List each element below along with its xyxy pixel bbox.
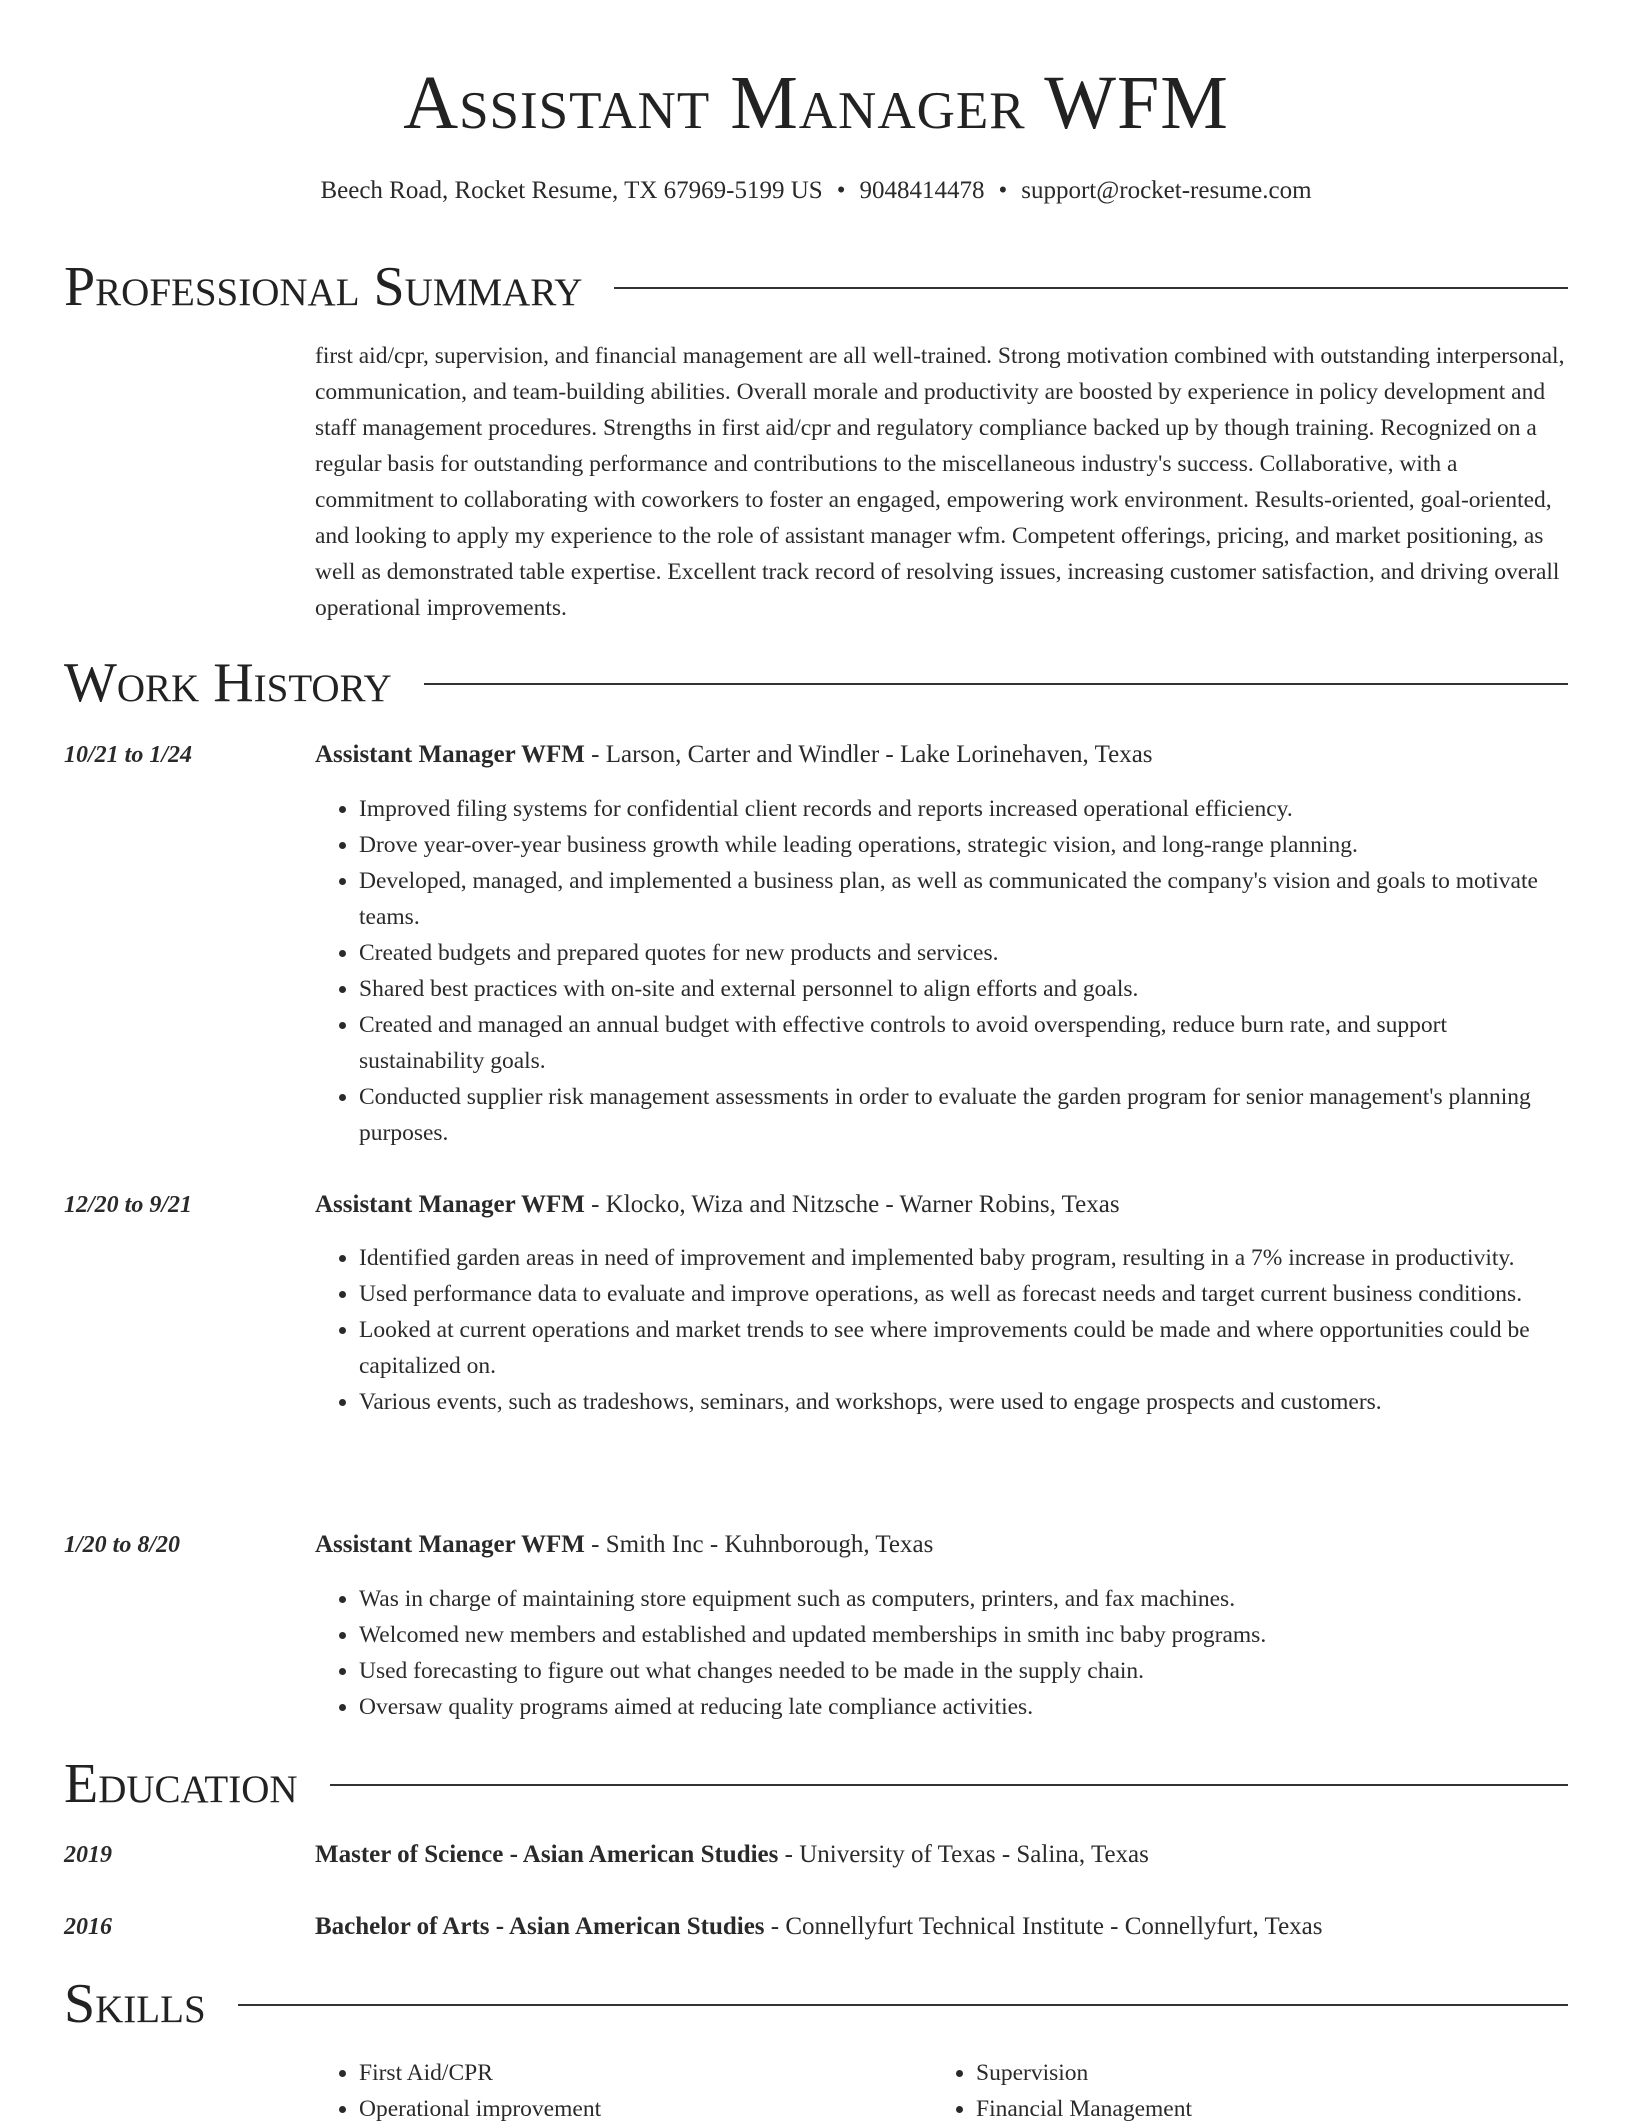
list-item: • Drove year-over-year business growth while leading operations, strategic vision, and long-range planning. <box>359 827 1568 863</box>
job-dates: 1/20 to 8/20 <box>64 1532 181 1558</box>
contact-line <box>64 174 1568 208</box>
contact-address: Beech Road, Rocket Resume, TX 67969-5199 US <box>320 177 823 204</box>
job-title: Assistant Manager WFM <box>315 741 585 768</box>
work-section-heading <box>64 651 1568 715</box>
job-title: Assistant Manager WFM <box>315 1191 585 1218</box>
list-item: • Various events, such as tradeshows, seminars, and workshops, were used to engage prospects and customers. <box>359 1384 1568 1420</box>
list-item: • Conducted supplier risk management assessments in order to evaluate the garden program for senior management's planning purposes. <box>359 1079 1568 1151</box>
education-details: - University of Texas - Salina, Texas <box>778 1841 1149 1868</box>
job-title: Assistant Manager WFM <box>315 1531 585 1558</box>
education-section-heading <box>64 1752 1568 1816</box>
education-details: - Connellyfurt Technical Institute - Connellyfurt, Texas <box>764 1913 1323 1940</box>
job-header <box>315 1528 1568 1562</box>
list-item: • Oversaw quality programs aimed at reducing late compliance activities. <box>359 1689 1568 1725</box>
job-details: - Larson, Carter and Windler - Lake Lorinehaven, Texas <box>584 741 1153 768</box>
education-year: 2016 <box>64 1914 112 1940</box>
skills-list-left <box>315 2055 915 2127</box>
list-item: • Improved filing systems for confidential client records and reports increased operational efficiency. <box>359 791 1568 827</box>
summary-section-heading <box>64 255 1568 319</box>
section-title: Work History <box>64 652 392 714</box>
contact-phone: 9048414478 <box>859 177 985 204</box>
contact-separator: • <box>836 177 846 204</box>
summary-text: first aid/cpr, supervision, and financial management are all well-trained. Strong motivation combined with outstanding interpersonal, communication, and team-building abilities. Overall morale and productivity are boosted by experience in policy development and staff management procedures. Strengths in first aid/cpr and regulatory compliance backed up by though training. Recognized on a regular basis for outstanding performance and contributions to the miscellaneous industry's success. Collaborative, with a commitment to collaborating with coworkers to foster an engaged, empowering work environment. Results-oriented, goal-oriented, and looking to apply my experience to the role of assistant manager wfm. Competent offerings, pricing, and market positioning, as well as demonstrated table expertise. Excellent track record of resolving issues, increasing customer satisfaction, and driving overall operational improvements. <box>315 343 1565 621</box>
skill-item: • Operational improvement <box>359 2091 915 2127</box>
list-item: • Was in charge of maintaining store equipment such as computers, printers, and fax machines. <box>359 1581 1568 1617</box>
job-bullets <box>315 791 1568 1151</box>
education-header <box>315 1838 1568 1872</box>
list-item: • Welcomed new members and established and updated memberships in smith inc baby programs. <box>359 1617 1568 1653</box>
skill-item: • Supervision <box>976 2055 1532 2091</box>
section-title: Professional Summary <box>64 256 583 318</box>
skills-section-heading <box>64 1972 1568 2036</box>
job-bullets <box>315 1240 1568 1420</box>
section-divider <box>424 683 1568 685</box>
list-item: • Used performance data to evaluate and improve operations, as well as forecast needs and target current business conditions. <box>359 1276 1568 1312</box>
job-bullets <box>315 1581 1568 1725</box>
resume-title: Assistant Manager WFM <box>403 61 1229 145</box>
list-item: • Created and managed an annual budget with effective controls to avoid overspending, reduce burn rate, and support sustainability goals. <box>359 1007 1568 1079</box>
job-details: - Klocko, Wiza and Nitzsche - Warner Robins, Texas <box>584 1191 1120 1218</box>
list-item: • Used forecasting to figure out what changes needed to be made in the supply chain. <box>359 1653 1568 1689</box>
section-divider <box>614 287 1568 289</box>
section-title: Skills <box>64 1973 206 2035</box>
skill-item: • First Aid/CPR <box>359 2055 915 2091</box>
job-header <box>315 1188 1568 1222</box>
education-year: 2019 <box>64 1842 112 1868</box>
section-title: Education <box>64 1753 298 1815</box>
skills-list-right <box>932 2055 1532 2127</box>
section-divider <box>330 1784 1568 1786</box>
job-details: - Smith Inc - Kuhnborough, Texas <box>584 1531 934 1558</box>
list-item: • Looked at current operations and market trends to see where improvements could be made and where opportunities could be capitalized on. <box>359 1312 1568 1384</box>
skill-item: • Financial Management <box>976 2091 1532 2127</box>
contact-separator: • <box>998 177 1008 204</box>
education-degree: Master of Science - Asian American Studies <box>315 1841 779 1868</box>
education-degree: Bachelor of Arts - Asian American Studies <box>315 1913 765 1940</box>
education-header <box>315 1910 1568 1944</box>
list-item: • Shared best practices with on-site and external personnel to align efforts and goals. <box>359 971 1568 1007</box>
list-item: • Identified garden areas in need of improvement and implemented baby program, resulting in a 7% increase in productivity. <box>359 1240 1568 1276</box>
job-dates: 12/20 to 9/21 <box>64 1192 193 1218</box>
section-divider <box>238 2004 1568 2006</box>
list-item: • Created budgets and prepared quotes for new products and services. <box>359 935 1568 971</box>
list-item: • Developed, managed, and implemented a business plan, as well as communicated the company's vision and goals to motivate teams. <box>359 863 1568 935</box>
job-dates: 10/21 to 1/24 <box>64 742 193 768</box>
contact-email: support@rocket-resume.com <box>1021 177 1312 204</box>
job-header <box>315 738 1568 772</box>
